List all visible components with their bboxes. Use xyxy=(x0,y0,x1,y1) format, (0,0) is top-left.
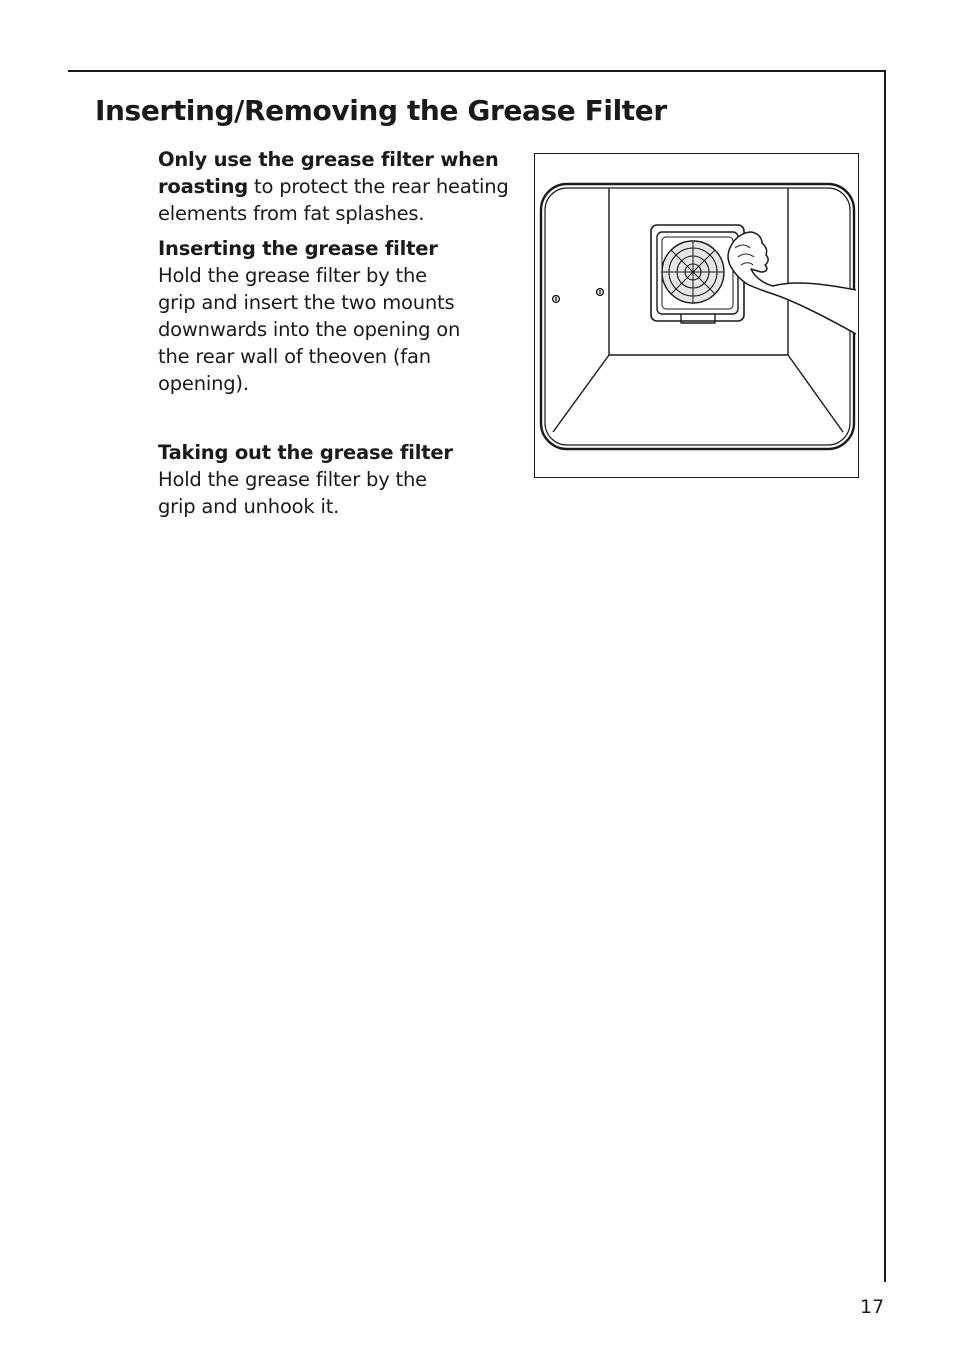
floor-left-edge xyxy=(553,355,609,432)
right-margin-rule xyxy=(884,70,886,1282)
inserting-body xyxy=(158,262,520,397)
inserting-heading: Inserting the grease filter xyxy=(158,237,438,260)
text-column xyxy=(158,146,520,520)
oven-cavity-inner-outline xyxy=(545,188,850,445)
floor-right-edge xyxy=(788,355,843,432)
taking-out-line: Hold the grease filter by the xyxy=(158,468,427,491)
taking-out-heading: Taking out the grease filter xyxy=(158,441,453,464)
intro-paragraph xyxy=(158,146,520,227)
hand-icon xyxy=(728,232,856,334)
page-title: Inserting/Removing the Grease Filter xyxy=(95,94,667,127)
inserting-line: downwards into the opening on xyxy=(158,318,461,341)
oven-interior-drawing xyxy=(535,154,858,477)
inserting-line: grip and insert the two mounts xyxy=(158,291,455,314)
taking-out-line: grip and unhook it. xyxy=(158,495,340,518)
taking-out-body xyxy=(158,466,520,520)
oven-cavity-outline xyxy=(541,184,854,449)
oven-grease-filter-illustration xyxy=(534,153,859,478)
page-number: 17 xyxy=(860,1296,885,1318)
inserting-line: the rear wall of theoven (fan xyxy=(158,345,431,368)
spacer xyxy=(158,397,520,439)
intro-bold-text: Only use the grease filter when roasting xyxy=(158,148,499,198)
intro-text: to protect the rear heating elements from fat splashes. xyxy=(158,175,509,225)
inserting-line: opening). xyxy=(158,372,249,395)
top-rule xyxy=(68,70,886,72)
inserting-line: Hold the grease filter by the xyxy=(158,264,427,287)
